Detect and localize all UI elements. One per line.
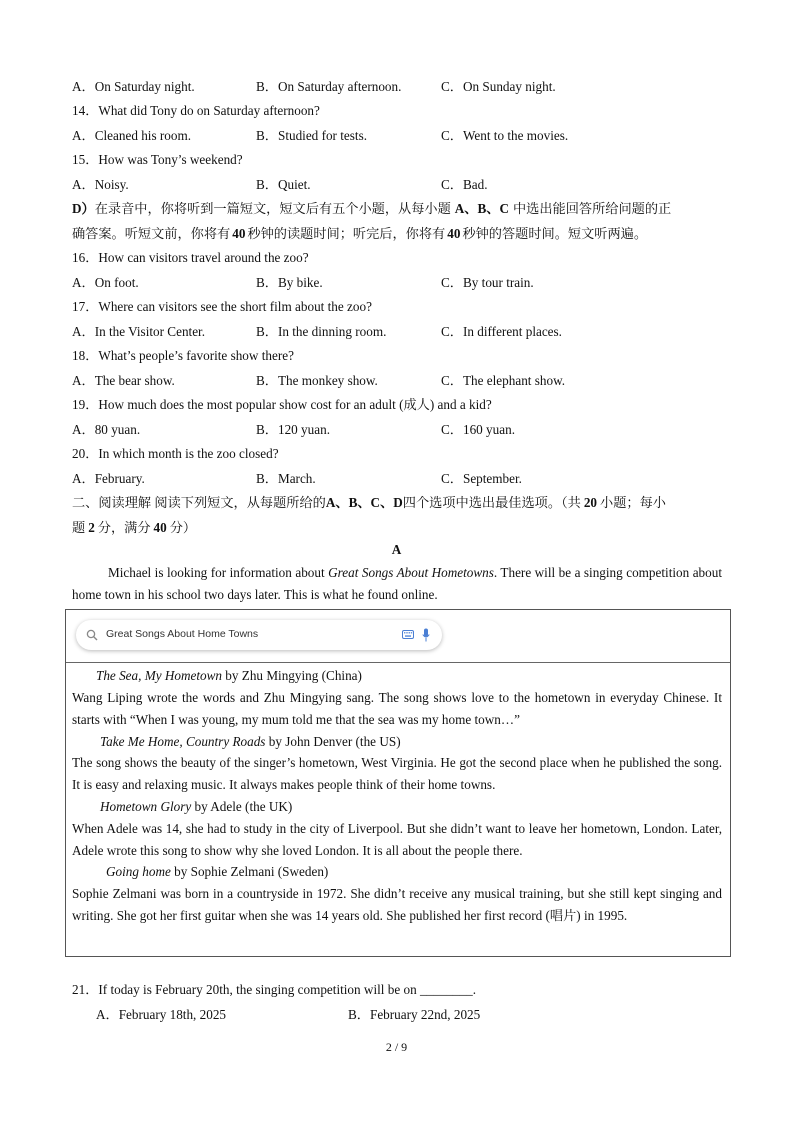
- q21-stem: 21．If today is February 20th, the singing competition will be on ________.: [72, 982, 477, 997]
- q15-stem: 15．How was Tony’s weekend?: [72, 152, 243, 167]
- instruction-text: 分，满分: [97, 520, 151, 535]
- q19-option-b: B．120 yuan.: [256, 422, 330, 437]
- song-heading-3: [100, 797, 292, 817]
- q18-stem: 18．What’s people’s favorite show there?: [72, 348, 294, 363]
- instruction-options: A、B、C、D: [325, 495, 403, 510]
- q13-option-c: C．On Sunday night.: [441, 79, 556, 94]
- song-title: Going home: [106, 864, 171, 879]
- q16-stem: 16．How can visitors travel around the zoo?: [72, 250, 309, 265]
- instruction-text: 二、阅读理解 阅读下列短文，从每题所给的: [72, 495, 326, 510]
- q16-option-a: A．On foot.: [72, 275, 139, 290]
- instruction-count: 20: [583, 495, 598, 510]
- song-description-4: Sophie Zelmani was born in a countryside in 1972. She didn’t receive any musical training, but she still kept singing and writing. She got her first guitar when she was 14 years old. She published her first record (唱片) in 1995.: [72, 886, 722, 923]
- intro-text: . There will be a singing competition about home town in his school two days later. This is what he found online.: [72, 565, 722, 602]
- q19-option-c: C．160 yuan.: [441, 422, 515, 437]
- q15-option-c: C．Bad.: [441, 177, 488, 192]
- part2-instructions-line1: [72, 494, 666, 512]
- instruction-text: 秒钟的读题时间；听完后，你将有: [247, 226, 446, 241]
- q20-option-c: C．September.: [441, 471, 522, 486]
- instruction-text: 题: [72, 520, 86, 535]
- song-description-2: The song shows the beauty of the singer’s hometown, West Virginia. He got the second place when he published the song. It is easy and relaxing music. It always makes people think of their home towns.: [72, 755, 722, 792]
- song-heading-2: [100, 732, 401, 752]
- instruction-text: 四个选项中选出最佳选项。（共: [402, 495, 581, 510]
- instruction-text: 秒钟的答题时间。短文听两遍。: [462, 226, 648, 241]
- instruction-text: 小题；每小: [600, 495, 666, 510]
- passage-heading: A: [391, 542, 402, 557]
- page-number: 2 / 9: [385, 1040, 408, 1054]
- song-description-1: Wang Liping wrote the words and Zhu Mingying sang. The song shows love to the hometown in everyday Chinese. It starts with “When I was young, my mum told me that the sea was my home town…”: [72, 690, 722, 727]
- instruction-text: 中选出能回答所给问题的正: [513, 201, 672, 216]
- q14-stem: 14．What did Tony do on Saturday afternoon?: [72, 103, 320, 118]
- q20-option-b: B．March.: [256, 471, 316, 486]
- q18-option-c: C．The elephant show.: [441, 373, 566, 388]
- instruction-points: 2: [88, 520, 95, 535]
- intro-text: Michael is looking for information about: [108, 565, 329, 580]
- song-artist: by John Denver (the US): [265, 734, 401, 749]
- q17-option-a: A．In the Visitor Center.: [72, 324, 206, 339]
- microphone-icon[interactable]: [422, 628, 430, 642]
- song-title: The Sea, My Hometown: [96, 668, 222, 683]
- q18-option-b: B．The monkey show.: [256, 373, 378, 388]
- song-artist: by Adele (the UK): [191, 799, 293, 814]
- q16-option-b: B．By bike.: [256, 275, 323, 290]
- intro-topic: Great Songs About Hometowns: [328, 565, 494, 580]
- q13-option-b: B．On Saturday afternoon.: [256, 79, 402, 94]
- passage-intro: [72, 562, 722, 606]
- instruction-seconds: 40: [447, 226, 461, 241]
- search-divider: [66, 662, 730, 663]
- q14-option-c: C．Went to the movies.: [441, 128, 569, 143]
- q21-option-b: B．February 22nd, 2025: [348, 1007, 481, 1022]
- song-heading-1: [96, 666, 362, 686]
- instruction-points: 40: [153, 520, 167, 535]
- q17-option-c: C．In different places.: [441, 324, 562, 339]
- q17-option-b: B．In the dinning room.: [256, 324, 387, 339]
- song-artist: by Sophie Zelmani (Sweden): [170, 864, 329, 879]
- q20-option-a: A．February.: [72, 471, 145, 486]
- search-bar[interactable]: [76, 620, 442, 650]
- q19-stem: 19．How much does the most popular show cost for an adult (成人) and a kid?: [72, 397, 492, 412]
- section-d-instructions-line1: [72, 200, 671, 218]
- q17-stem: 17．Where can visitors see the short film about the zoo?: [72, 299, 372, 314]
- search-icon: [86, 629, 98, 641]
- song-description-3: When Adele was 14, she had to study in the city of Liverpool. But she didn’t want to leave her hometown, London. Later, Adele wrote this song to show why she loved London. It is all about the people there.: [72, 821, 722, 858]
- keyboard-icon[interactable]: [402, 630, 414, 639]
- section-d-instructions-line2: [72, 225, 647, 243]
- search-query[interactable]: Great Songs About Home Towns: [106, 628, 259, 640]
- q15-option-a: A．Noisy.: [72, 177, 129, 192]
- q14-option-a: A．Cleaned his room.: [72, 128, 192, 143]
- instruction-text: 分）: [169, 520, 197, 535]
- instruction-text: 确答案。听短文前，你将有: [72, 226, 231, 241]
- q19-option-a: A．80 yuan.: [72, 422, 141, 437]
- q14-option-b: B．Studied for tests.: [256, 128, 367, 143]
- song-heading-4: [106, 862, 328, 882]
- instruction-seconds: 40: [232, 226, 246, 241]
- q20-stem: 20．In which month is the zoo closed?: [72, 446, 279, 461]
- instruction-options: A、B、C: [454, 201, 509, 216]
- search-result-box: [65, 609, 731, 957]
- instruction-text: 在录音中，你将听到一篇短文，短文后有五个小题，从每小题: [94, 201, 451, 216]
- section-d-label: D）: [72, 201, 95, 216]
- q21-option-a: A．February 18th, 2025: [96, 1007, 227, 1022]
- song-title: Take Me Home, Country Roads: [100, 734, 266, 749]
- q13-option-a: A．On Saturday night.: [72, 79, 195, 94]
- q18-option-a: A．The bear show.: [72, 373, 175, 388]
- part2-instructions-line2: [72, 519, 196, 537]
- q15-option-b: B．Quiet.: [256, 177, 311, 192]
- song-title: Hometown Glory: [100, 799, 192, 814]
- song-artist: by Zhu Mingying (China): [222, 668, 362, 683]
- q16-option-c: C．By tour train.: [441, 275, 534, 290]
